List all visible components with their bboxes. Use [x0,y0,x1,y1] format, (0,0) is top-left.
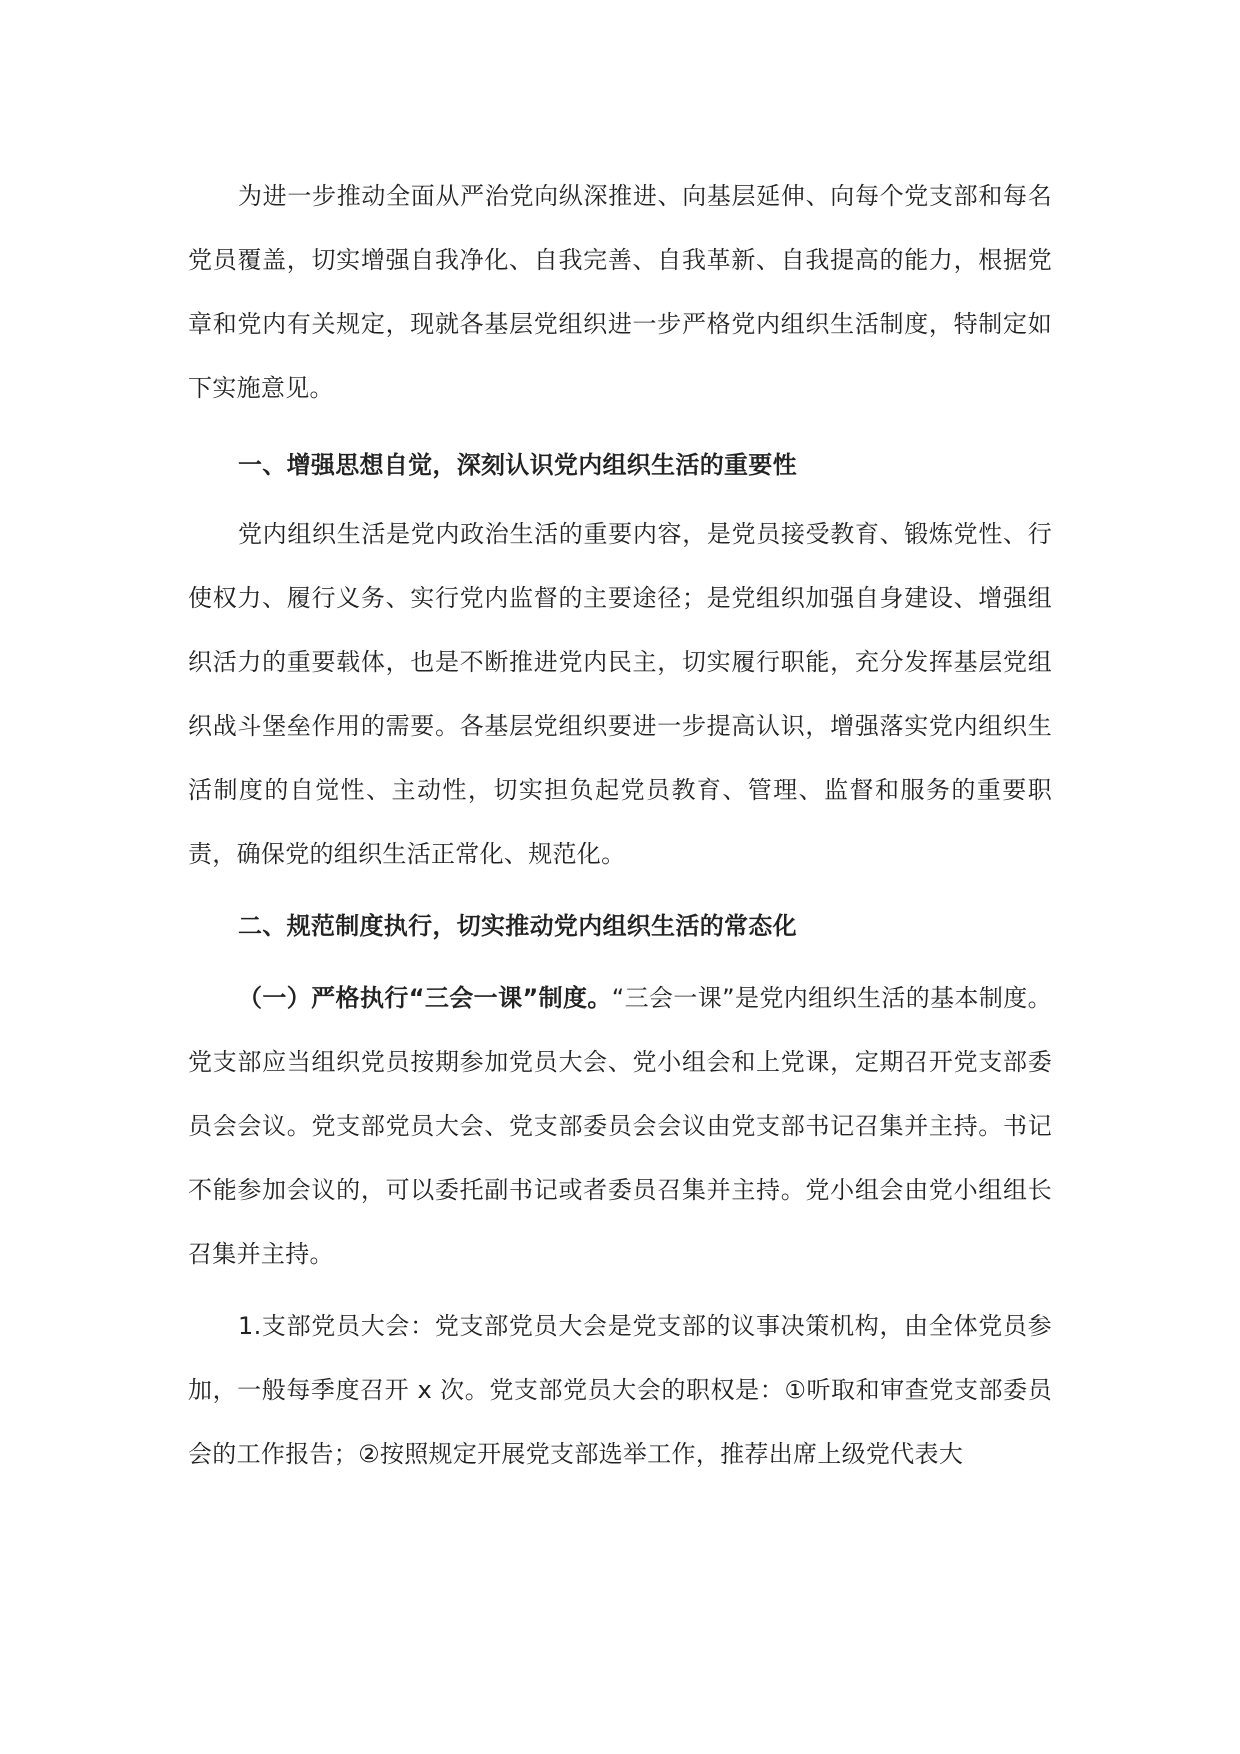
document-body [188,164,1052,1486]
item-1-paragraph: 1.支部党员大会：党支部党员大会是党支部的议事决策机构，由全体党员参加，一般每季度召开 x 次。党支部党员大会的职权是：①听取和审查党支部委员会的工作报告；②按照规定开展党支部选举工作，推荐出席上级党代表大 [188,1312,1052,1468]
subsection-1-title: （一）严格执行“三会一课”制度。 [238,984,612,1012]
section-1-paragraph: 党内组织生活是党内政治生活的重要内容，是党员接受教育、锻炼党性、行使权力、履行义务、实行党内监督的主要途径；是党组织加强自身建设、增强组织活力的重要载体，也是不断推进党内民主，切实履行职能，充分发挥基层党组织战斗堡垒作用的需要。各基层党组织要进一步提高认识，增强落实党内组织生活制度的自觉性、主动性，切实担负起党员教育、管理、监督和服务的重要职责，确保党的组织生活正常化、规范化。 [188,520,1052,868]
intro-paragraph: 为进一步推动全面从严治党向纵深推进、向基层延伸、向每个党支部和每名党员覆盖，切实增强自我净化、自我完善、自我革新、自我提高的能力，根据党章和党内有关规定，现就各基层党组织进一步严格党内组织生活制度，特制定如下实施意见。 [188,182,1052,402]
section-2-heading: 二、规范制度执行，切实推动党内组织生活的常态化 [238,912,797,940]
subsection-1-body: “三会一课”是党内组织生活的基本制度。党支部应当组织党员按期参加党员大会、党小组会和上党课，定期召开党支部委员会会议。党支部党员大会、党支部委员会会议由党支部书记召集并主持。书记不能参加会议的，可以委托副书记或者委员召集并主持。党小组会由党小组组长召集并主持。 [188,984,1052,1268]
section-1-heading: 一、增强思想自觉，深刻认识党内组织生活的重要性 [238,451,797,479]
subsection-1-paragraph [188,966,1052,1286]
